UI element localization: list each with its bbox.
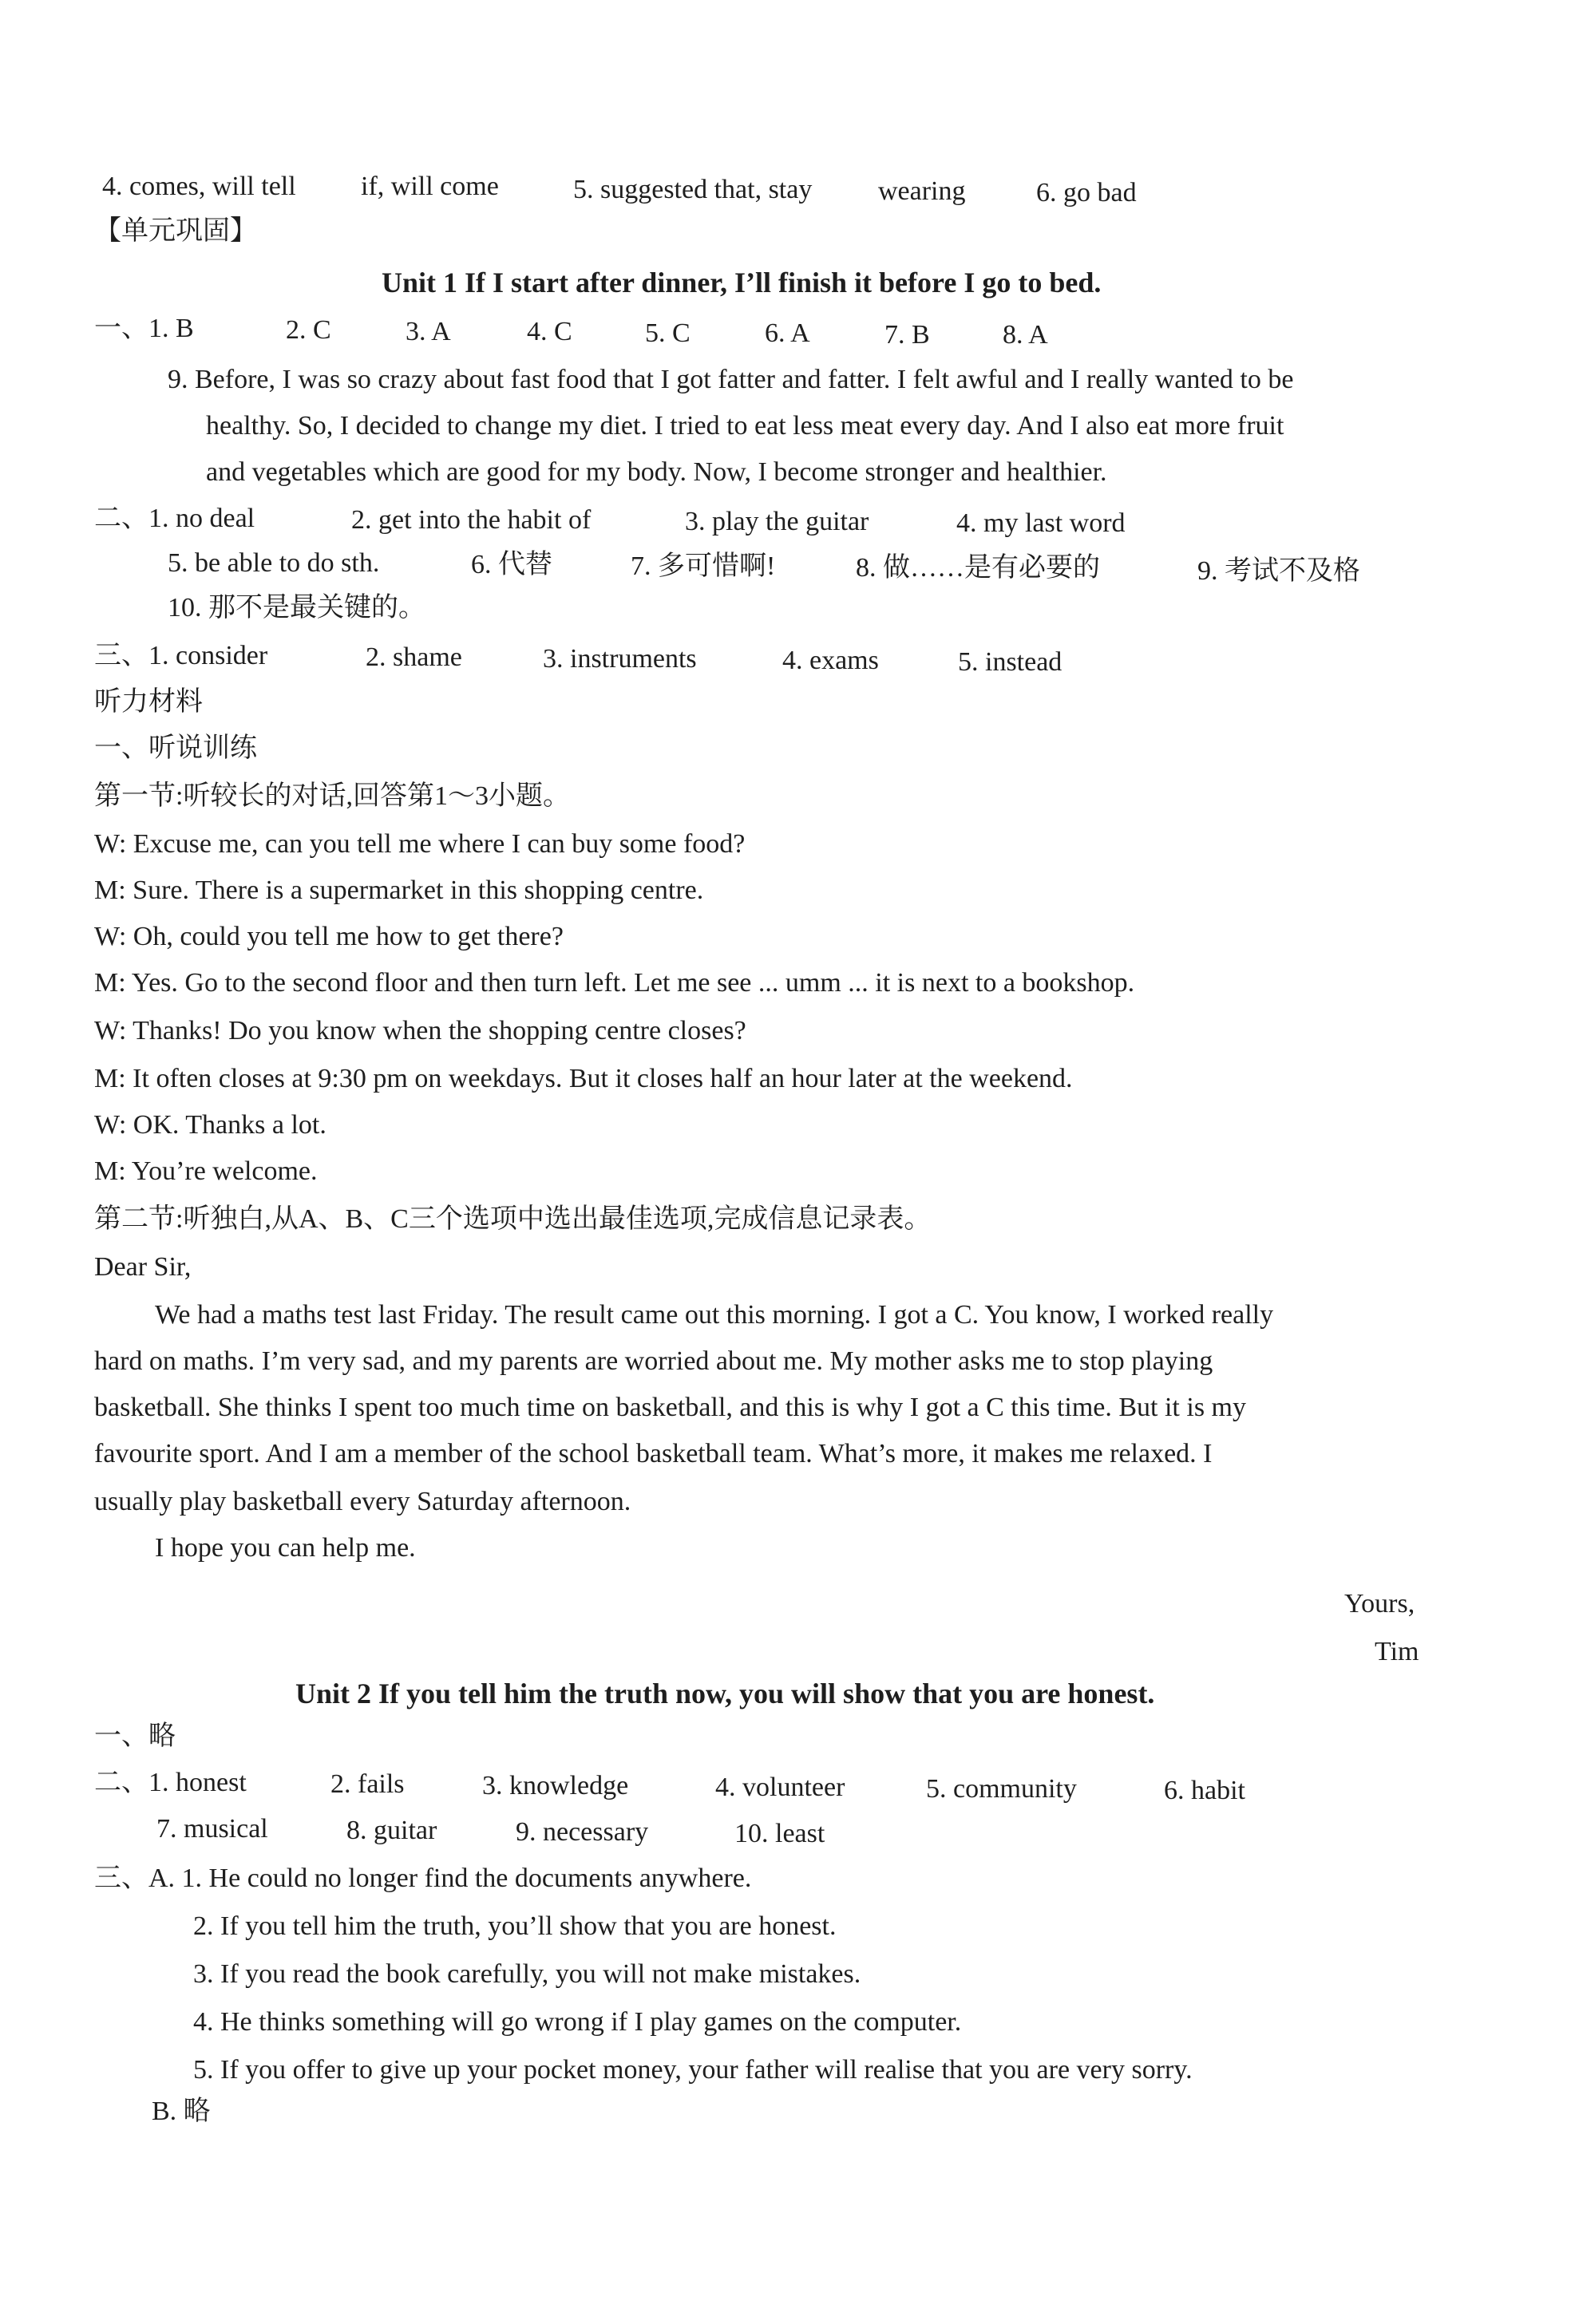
letter-hope: I hope you can help me. <box>155 1533 416 1563</box>
sentence-answer-b: B. 略 <box>152 2097 211 2126</box>
sentence-answer: 2. If you tell him the truth, you’ll show that you are honest. <box>193 1911 837 1941</box>
dialogue-line: M: You’re welcome. <box>94 1156 318 1186</box>
dialogue-line: M: Yes. Go to the second floor and then turn left. Let me see ... umm ... it is next to a bookshop. <box>94 968 1135 998</box>
listening-sub: 一、听说训练 <box>94 733 257 763</box>
word-answer: 9. necessary <box>516 1817 649 1847</box>
dialogue-line: W: Thanks! Do you know when the shopping centre closes? <box>94 1016 746 1045</box>
dialogue-line: M: Sure. There is a supermarket in this shopping centre. <box>94 875 704 905</box>
unit2-title: Unit 2 If you tell him the truth now, you will show that you are honest. <box>295 1678 1155 1709</box>
word-answer: 7. musical <box>156 1814 268 1844</box>
dialogue-line: W: Oh, could you tell me how to get there? <box>94 922 564 951</box>
phrase-answer: 10. 那不是最关键的。 <box>168 593 425 622</box>
phrase-answer: 2. get into the habit of <box>351 505 592 535</box>
dialogue-line: W: Excuse me, can you tell me where I can buy some food? <box>94 829 746 859</box>
letter-closing: Yours, <box>1344 1589 1415 1618</box>
mc-answer: 6. A <box>765 318 810 348</box>
unit2-part1: 一、略 <box>94 1721 176 1751</box>
sentence-answer: 三、A. 1. He could no longer find the documents anywhere. <box>94 1864 752 1893</box>
mc-answer: 2. C <box>286 315 331 345</box>
phrase-answer: 5. be able to do sth. <box>168 548 380 578</box>
word-answer: 5. community <box>926 1774 1077 1804</box>
word-answer: 2. fails <box>330 1769 405 1799</box>
mc-answer: 7. B <box>884 320 930 350</box>
answer-6: 6. go bad <box>1036 178 1137 208</box>
letter-body-line: favourite sport. And I am a member of the school basketball team. What’s more, it makes me relaxed. I <box>94 1439 1213 1468</box>
unit1-title: Unit 1 If I start after dinner, I’ll finish it before I go to bed. <box>382 267 1102 298</box>
answer-5b: wearing <box>878 176 966 206</box>
listening-heading: 听力材料 <box>94 687 203 717</box>
q9-line: and vegetables which are good for my body. Now, I become stronger and healthier. <box>206 457 1107 487</box>
phrase-answer: 4. my last word <box>956 508 1126 538</box>
listening-sec2: 第二节:听独白,从A、B、C三个选项中选出最佳选项,完成信息记录表。 <box>94 1204 932 1234</box>
phrase-answer: 8. 做……是有必要的 <box>856 553 1100 583</box>
answer-5: 5. suggested that, stay <box>573 175 813 204</box>
phrase-answer: 7. 多可惜啊! <box>631 551 776 581</box>
answer-4b: if, will come <box>361 172 499 201</box>
word-answer: 二、1. honest <box>94 1768 247 1797</box>
mc-answer: 8. A <box>1003 320 1048 350</box>
letter-body-line: basketball. She thinks I spent too much time on basketball, and this is why I got a C this time. But it is my <box>94 1393 1246 1422</box>
word-answer: 3. knowledge <box>482 1771 629 1800</box>
word-answer: 4. volunteer <box>715 1773 845 1802</box>
listening-sec1: 第一节:听较长的对话,回答第1～3小题。 <box>94 781 570 811</box>
mc-answer: 3. A <box>406 317 451 346</box>
letter-body-line: hard on maths. I’m very sad, and my parents are worried about me. My mother asks me to stop playing <box>94 1346 1213 1376</box>
q9-line: 9. Before, I was so crazy about fast food that I got fatter and fatter. I felt awful and I really wanted to be <box>168 365 1294 394</box>
unit1-part1-label: 一、1. B <box>94 314 194 343</box>
answer-4: 4. comes, will tell <box>102 172 296 201</box>
dialogue-line: W: OK. Thanks a lot. <box>94 1110 326 1140</box>
phrase-answer: 3. play the guitar <box>685 507 869 536</box>
letter-greeting: Dear Sir, <box>94 1252 192 1282</box>
word-answer: 6. habit <box>1164 1776 1245 1805</box>
q9-line: healthy. So, I decided to change my diet. I tried to eat less meat every day. And I also eat more fruit <box>206 411 1284 441</box>
letter-body-line: usually play basketball every Saturday afternoon. <box>94 1487 631 1516</box>
word-answer: 三、1. consider <box>94 641 268 670</box>
mc-answer: 4. C <box>527 317 572 346</box>
phrase-answer: 6. 代替 <box>471 550 552 579</box>
section-heading: 【单元巩固】 <box>94 216 257 246</box>
sentence-answer: 4. He thinks something will go wrong if I play games on the computer. <box>193 2007 962 2037</box>
letter-body-line: We had a maths test last Friday. The result came out this morning. I got a C. You know, I worked really <box>155 1300 1274 1330</box>
word-answer: 3. instruments <box>543 644 697 674</box>
word-answer: 2. shame <box>366 642 462 672</box>
word-answer: 10. least <box>734 1819 825 1848</box>
phrase-answer: 9. 考试不及格 <box>1197 556 1360 586</box>
word-answer: 4. exams <box>782 646 879 675</box>
sentence-answer: 5. If you offer to give up your pocket money, your father will realise that you are very sorry. <box>193 2055 1193 2085</box>
phrase-answer: 二、1. no deal <box>94 504 255 533</box>
word-answer: 5. instead <box>958 647 1063 677</box>
sentence-answer: 3. If you read the book carefully, you will not make mistakes. <box>193 1959 861 1989</box>
word-answer: 8. guitar <box>346 1816 437 1845</box>
letter-sign: Tim <box>1375 1637 1419 1666</box>
dialogue-line: M: It often closes at 9:30 pm on weekdays. But it closes half an hour later at the weekend. <box>94 1064 1073 1093</box>
mc-answer: 5. C <box>645 318 691 348</box>
